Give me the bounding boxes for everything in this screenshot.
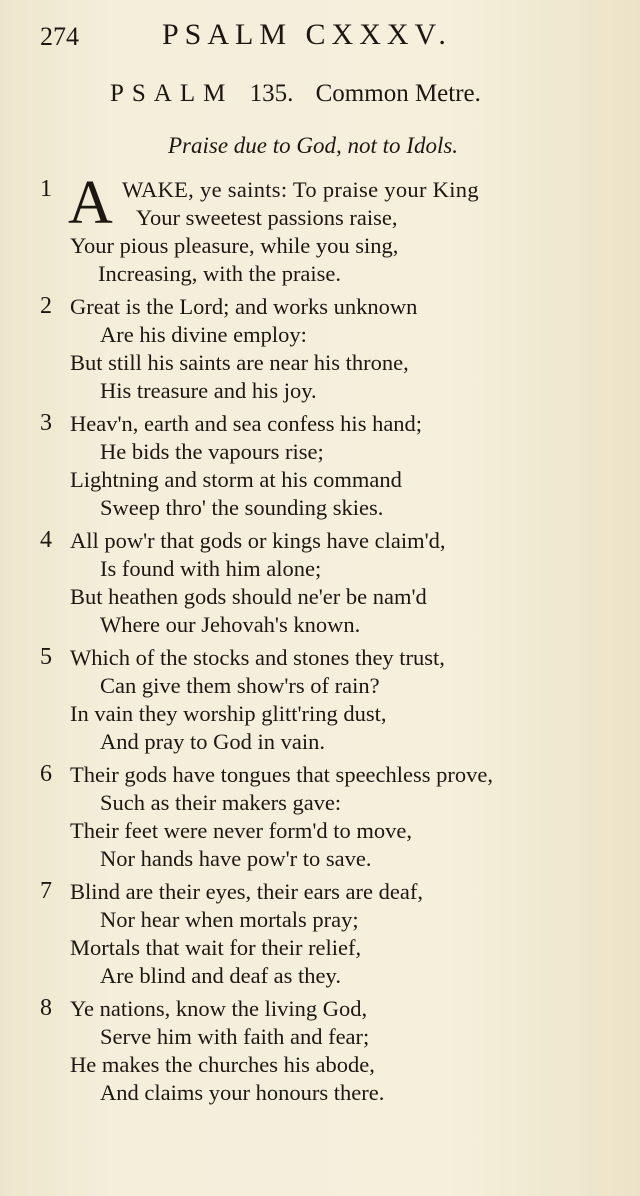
psalm-word: PSALM bbox=[110, 80, 234, 107]
verse-line: Ye nations, know the living God, bbox=[70, 996, 368, 1021]
verse-line: Serve him with faith and fear; bbox=[100, 1024, 370, 1049]
verse-line: He bids the vapours rise; bbox=[100, 439, 324, 464]
stanza bbox=[0, 410, 640, 527]
verse-line: Can give them show'rs of rain? bbox=[100, 673, 380, 698]
verse-line: Heav'n, earth and sea confess his hand; bbox=[70, 411, 423, 436]
verse-line: Is found with him alone; bbox=[100, 556, 322, 581]
verse-line: His treasure and his joy. bbox=[100, 378, 317, 403]
stanza bbox=[0, 644, 640, 761]
running-head bbox=[40, 18, 510, 58]
stanza-number: 7 bbox=[40, 878, 52, 904]
verse-line: But heathen gods should ne'er be nam'd bbox=[70, 584, 427, 609]
stanza-number: 3 bbox=[40, 410, 52, 436]
verse-line: And claims your honours there. bbox=[100, 1080, 385, 1105]
verse-line: Your sweetest passions raise, bbox=[136, 205, 398, 230]
verse-line: Mortals that wait for their relief, bbox=[70, 935, 362, 960]
verse-line: Blind are their eyes, their ears are deaf, bbox=[70, 879, 423, 904]
psalm-subtitle: Praise due to God, not to Idols. bbox=[168, 133, 459, 158]
drop-cap: A bbox=[68, 169, 113, 237]
verse-line: Where our Jehovah's known. bbox=[100, 612, 361, 637]
stanza-number: 8 bbox=[40, 995, 52, 1021]
stanza bbox=[0, 293, 640, 410]
verse-line: Sweep thro' the sounding skies. bbox=[100, 495, 384, 520]
running-title: PSALM CXXXV. bbox=[162, 18, 452, 51]
verse-line: And pray to God in vain. bbox=[100, 729, 325, 754]
verse-line: Great is the Lord; and works unknown bbox=[70, 294, 418, 319]
verse-line: Lightning and storm at his command bbox=[70, 467, 402, 492]
stanza-number: 4 bbox=[40, 527, 52, 553]
verse-line: All pow'r that gods or kings have claim'd, bbox=[70, 528, 446, 553]
verse-line: Are blind and deaf as they. bbox=[100, 963, 341, 988]
verse-line: Such as their makers gave: bbox=[100, 790, 342, 815]
verse-line: Are his divine employ: bbox=[100, 322, 307, 347]
stanza bbox=[0, 995, 640, 1112]
stanza bbox=[0, 527, 640, 644]
stanza-list bbox=[0, 169, 640, 1112]
verse-line: Increasing, with the praise. bbox=[98, 261, 342, 286]
stanza-number: 2 bbox=[40, 293, 52, 319]
verse-line: In vain they worship glitt'ring dust, bbox=[70, 701, 387, 726]
verse-line: But still his saints are near his throne, bbox=[70, 350, 409, 375]
verse-line: Nor hands have pow'r to save. bbox=[100, 846, 372, 871]
verse-line: WAKE, ye saints: To praise your King bbox=[122, 177, 479, 202]
psalm-number: 135. bbox=[249, 80, 294, 107]
stanza-number: 6 bbox=[40, 761, 52, 787]
stanza bbox=[0, 761, 640, 878]
verse-line: He makes the churches his abode, bbox=[70, 1052, 375, 1077]
stanza bbox=[0, 169, 640, 293]
page-number: 274 bbox=[40, 22, 79, 51]
verse-line: Their gods have tongues that speechless prove, bbox=[70, 762, 494, 787]
metre-label: Common Metre. bbox=[315, 80, 481, 107]
verse-line: Nor hear when mortals pray; bbox=[100, 907, 359, 932]
stanza-number: 1 bbox=[40, 176, 52, 202]
verse-line: Your pious pleasure, while you sing, bbox=[70, 233, 399, 258]
psalm-heading bbox=[110, 80, 570, 108]
stanza bbox=[0, 878, 640, 995]
verse-line: Which of the stocks and stones they trust, bbox=[70, 645, 445, 670]
verse-line: Their feet were never form'd to move, bbox=[70, 818, 413, 843]
stanza-number: 5 bbox=[40, 644, 52, 670]
